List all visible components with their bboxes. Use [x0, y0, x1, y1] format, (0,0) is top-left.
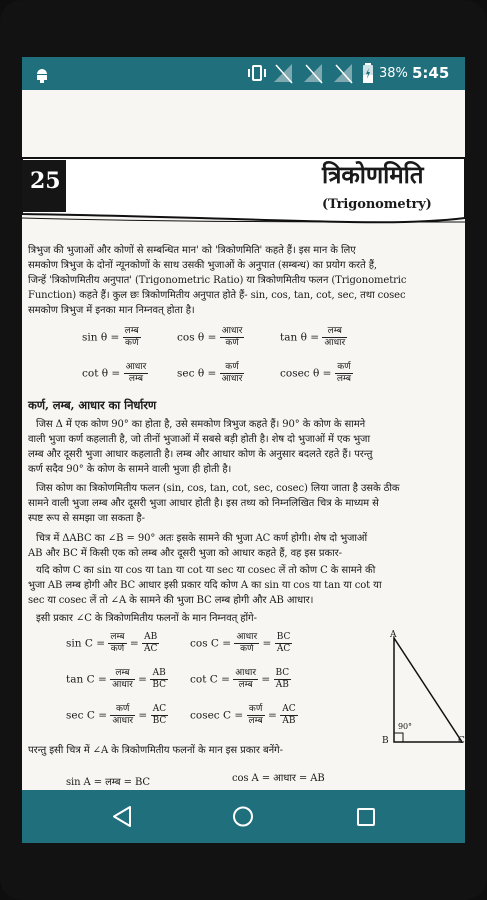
formula-tan: tan θ = $\frac{\text{लम्ब}}{\text{आधार}}$ — [280, 326, 346, 348]
formula-cot: cot θ = $\frac{\text{आधार}}{\text{लम्ब}}$ — [82, 362, 147, 384]
navigation-bar — [22, 790, 465, 843]
section-line: कर्ण सदैव 90° के कोण के सामने वाली भुजा ही होती है। — [28, 464, 232, 475]
intro-line: समकोण त्रिभुज के दोनों न्यूनकोणों के साथ उसकी भुजाओं के अनुपात (सम्बन्ध) का प्रयोग करते हैं, — [28, 260, 378, 271]
home-icon — [213, 790, 273, 843]
back-icon — [92, 790, 152, 843]
chapter-title-hindi: त्रिकोणमिति — [322, 160, 424, 189]
triangle-figure — [374, 630, 465, 750]
formula-sin: sin θ = $\frac{\text{लम्ब}}{\text{कर्ण}}$ — [82, 326, 139, 348]
section-line: स्पष्ट रूप से समझा जा सकता है- — [28, 513, 145, 524]
section-line: इसी प्रकार ∠C के त्रिकोणमितीय फलनों के मान निम्नवत् होंगे- — [36, 613, 257, 624]
signal-off-icon — [332, 57, 354, 90]
intro-line: समकोण त्रिभुज में इनका मान निम्नवत् होता है। — [28, 305, 195, 316]
intro-line: त्रिभुज की भुजाओं और कोणों से सम्बन्धित मान' को 'त्रिकोणमिति' कहते हैं। इस मान के लिए — [28, 245, 356, 256]
chapter-number: 25 — [30, 168, 61, 194]
signal-off-icon — [272, 57, 294, 90]
recents-button[interactable] — [336, 790, 396, 843]
section-line: AB और BC में किसी एक को लम्ब और दूसरी भुजा को आधार कहते हैं, वह इस प्रकार- — [28, 548, 342, 559]
chapter-title-english: (Trigonometry) — [322, 197, 432, 212]
back-button[interactable] — [92, 790, 152, 843]
formula-cot-c: cot C = $\frac{\text{आधार}}{\text{लम्ब}}$ = $\frac{BC}{AB}$ — [190, 668, 290, 690]
triangle-angle-label: 90° — [398, 722, 412, 731]
partial-formula-sin-a: sin A = लम्ब = BC — [66, 777, 150, 788]
intro-line: जिन्हें 'त्रिकोणमितीय अनुपात' (Trigonometric Ratio) या त्रिकोणमितीय फलन (Trigonometric — [28, 275, 407, 286]
formula-cos-c: cos C = $\frac{\text{आधार}}{\text{कर्ण}}$ = $\frac{BC}{AC}$ — [190, 632, 291, 654]
screen — [22, 57, 465, 843]
formula-sin-c: sin C = $\frac{\text{लम्ब}}{\text{कर्ण}}$ = $\frac{AB}{AC}$ — [66, 632, 158, 654]
section-heading: कर्ण, लम्ब, आधार का निर्धारण — [28, 398, 157, 412]
formula-sec-c: sec C = $\frac{\text{कर्ण}}{\text{आधार}}$ = $\frac{AC}{BC}$ — [66, 704, 167, 726]
vibrate-icon — [247, 57, 267, 90]
triangle-label-b: B — [382, 736, 389, 746]
battery-percent: 38% — [379, 66, 408, 81]
section-line: भुजा AB लम्ब होगी और BC आधार इसी प्रकार यदि कोण A का sin या cos या tan या cot या — [28, 580, 382, 591]
triangle-label-c: C — [458, 736, 465, 746]
home-button[interactable] — [213, 790, 273, 843]
section-line: जिस Δ में एक कोण 90° का होता है, उसे समकोण त्रिभुज कहते हैं। 90° के कोण के सामने — [36, 419, 366, 430]
clock: 5:45 — [412, 64, 450, 82]
formula-cos: cos θ = $\frac{\text{आधार}}{\text{कर्ण}}$ — [177, 326, 243, 348]
section-line: यदि कोण C का sin या cos या tan या cot या sec या cosec लें तो कोण C के सामने की — [36, 565, 376, 576]
partial-formula-cos-a: cos A = आधार = AB — [232, 773, 325, 784]
signal-off-icon — [302, 57, 324, 90]
battery-charging-icon — [362, 57, 374, 90]
status-bar — [22, 57, 465, 90]
section-line: वाली भुजा कर्ण कहलाती है, जो तीनों भुजाओं में सबसे बड़ी होती है। शेष दो भुजाओं में एक भुजा — [28, 434, 370, 445]
android-icon — [34, 57, 50, 90]
formula-tan-c: tan C = $\frac{\text{लम्ब}}{\text{आधार}}$ = $\frac{AB}{BC}$ — [66, 668, 166, 690]
section-line: सामने वाली भुजा लम्ब और दूसरी भुजा आधार होती है। इस तथ्य को निम्नलिखित चित्र के माध्यम से — [28, 498, 379, 509]
formula-cosec-c: cosec C = $\frac{\text{कर्ण}}{\text{लम्ब}}$ = $\frac{AC}{AB}$ — [190, 704, 296, 726]
section-line: चित्र में ΔABC का ∠B = 90° अतः इसके सामने की भुजा AC कर्ण होगी। शेष दो भुजाओं — [36, 533, 368, 544]
recents-icon — [336, 790, 396, 843]
intro-line: Function) कहते हैं। कुल छः त्रिकोणमितीय अनुपात होते हैं- sin, cos, tan, cot, sec, तथा cosec — [28, 290, 406, 301]
formula-sec: sec θ = $\frac{\text{कर्ण}}{\text{आधार}}$ — [177, 362, 243, 384]
section-line: जिस कोण का त्रिकोणमितीय फलन (sin, cos, tan, cot, sec, cosec) लिया जाता है उसके ठीक — [36, 483, 400, 494]
closing-line: परन्तु इसी चित्र में ∠A के त्रिकोणमितीय फलनों के मान इस प्रकार बनेंगे- — [28, 745, 283, 756]
page-image[interactable] — [22, 90, 465, 790]
section-line: लम्ब और दूसरी भुजा आधार कहलाती है। लम्ब और आधार कोण के अनुसार बदलते रहते हैं। परन्तु — [28, 449, 373, 460]
formula-cosec: cosec θ = $\frac{\text{कर्ण}}{\text{लम्ब}}$ — [280, 362, 351, 384]
triangle-label-a: A — [390, 630, 397, 640]
section-line: sec या cosec लें तो ∠A के सामने की भुजा BC लम्ब होगी और AB आधार। — [28, 595, 314, 606]
